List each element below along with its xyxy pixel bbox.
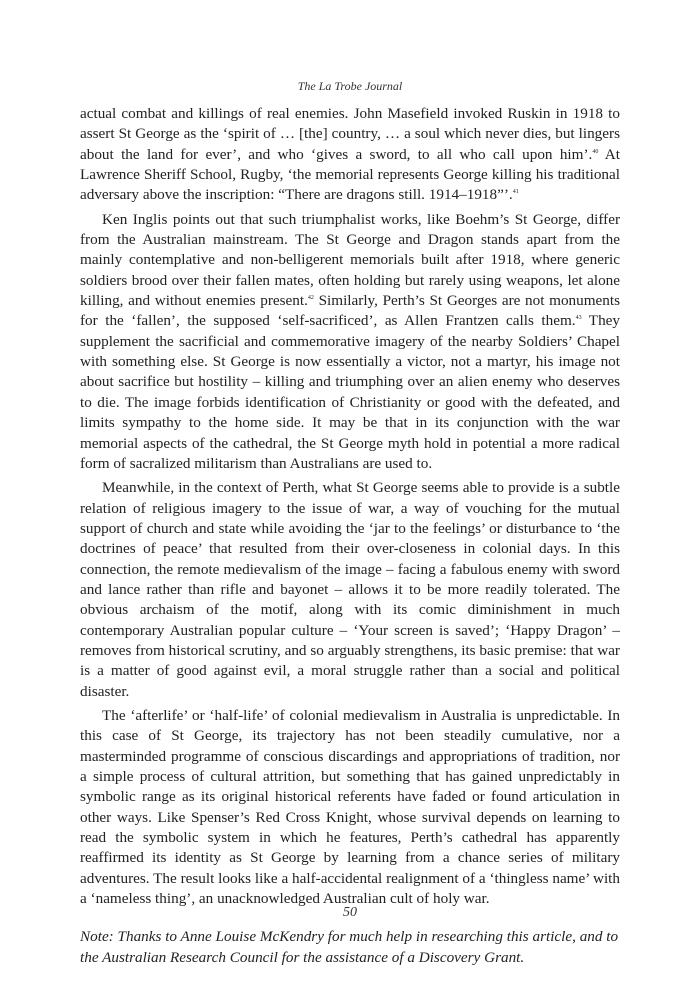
running-head: The La Trobe Journal [297, 79, 403, 93]
paragraph-2-text-3: They supplement the sacrificial and commemorative imagery of the nearby Soldiers’ Chapel with something else. St George is now essentially a victor, not a martyr, his image not about sacrifice but hostility – killing and triumphing over an alien enemy who deserves to die. The image forbids identification of Christianity or good with the defeated, and limits sympathy to the home side. It may be that in its conjunction with the war memorial aspects of the cathedral, the St George myth hold in potential a more radical form of sacralized militarism than Australians are used to. [80, 312, 621, 472]
paragraph-1-text-1: actual combat and killings of real enemies. John Masefield invoked Ruskin in 1918 to assert St George as the ‘spirit of … [the] country, … a soul which never dies, but lingers about the land for ever’, and who ‘gives a sword, to all who call upon him’. [80, 105, 620, 163]
paragraph-2-text-1: Ken Inglis points out that such triumphalist works, like Boehm’s St George, differ from the Australian mainstream. The St George and Dragon stands apart from the mainly contemplative and non-belligerent memorials built after 1918, where generic soldiers brood over their fallen mates, often holding but rarely using weapons, let alone killing, and without enemies present. [80, 210, 620, 310]
footnote-marker-42: 42 [307, 295, 314, 302]
paragraph-4: The ‘afterlife’ or ‘half-life’ of colonial medievalism in Australia is unpredictable. In this case of St George, its trajectory has not been steadily cumulative, nor a masterminded programme of conscious discardings and appropriations of tradition, nor a simple process of cultural attrition, but something that has gained unpredictably in symbolic range as its original historical referents have faded or found articulation in other ways. Like Spenser’s Red Cross Knight, whose survival depends on learning to read the symbolic system in which he features, Perth’s cathedral has apparently reaffirmed its identity as St George by learning from a chance series of military adventures. The result looks like a half-accidental realignment of a ‘thingless name’ with a ‘nameless thing’, an unacknowledged Australian cult of holy war. [80, 706, 620, 908]
footnote-marker-40: 40 [592, 148, 599, 155]
article-body [80, 104, 620, 968]
page-number: 50 [343, 905, 357, 920]
paragraph-2 [80, 210, 620, 474]
footnote-marker-43: 43 [575, 315, 582, 322]
paragraph-3: Meanwhile, in the context of Perth, what St George seems able to provide is a subtle relation of religious imagery to the issue of war, a way of vouching for the mutual support of church and state while avoiding the ‘jar to the feelings’ or disturbance to ‘the doctrines of peace’ that resulted from their over-closeness in colonial days. In this connection, the remote medievalism of the image – facing a fabulous enemy with sword and lance rather than rifle and bayonet – allows it to be more readily tolerated. The obvious archaism of the motif, along with its comic diminishment in much contemporary Australian popular culture – ‘Your screen is saved’; ‘Happy Dragon’ – removes from historical scrutiny, and so arguably strengthens, its basic premise: that war is a matter of good against evil, a moral struggle rather than a social and political disaster. [80, 479, 620, 700]
footnote-marker-41: 41 [512, 189, 519, 196]
paragraph-2-text-2: Similarly, Perth’s St Georges are not monuments for the ‘fallen’, the supposed ‘self-sacrificed’, as Allen Frantzen calls them. [80, 292, 620, 330]
paragraph-1 [80, 104, 620, 206]
acknowledgement-note: Note: Thanks to Anne Louise McKendry for much help in researching this article, and to the Australian Research Council for the assistance of a Discovery Grant. [80, 928, 619, 966]
paragraph-1-text-2: At Lawrence Sheriff School, Rugby, ‘the memorial represents George killing his traditional adversary above the inscription: “There are dragons still. 1914–1918”’. [80, 145, 620, 204]
